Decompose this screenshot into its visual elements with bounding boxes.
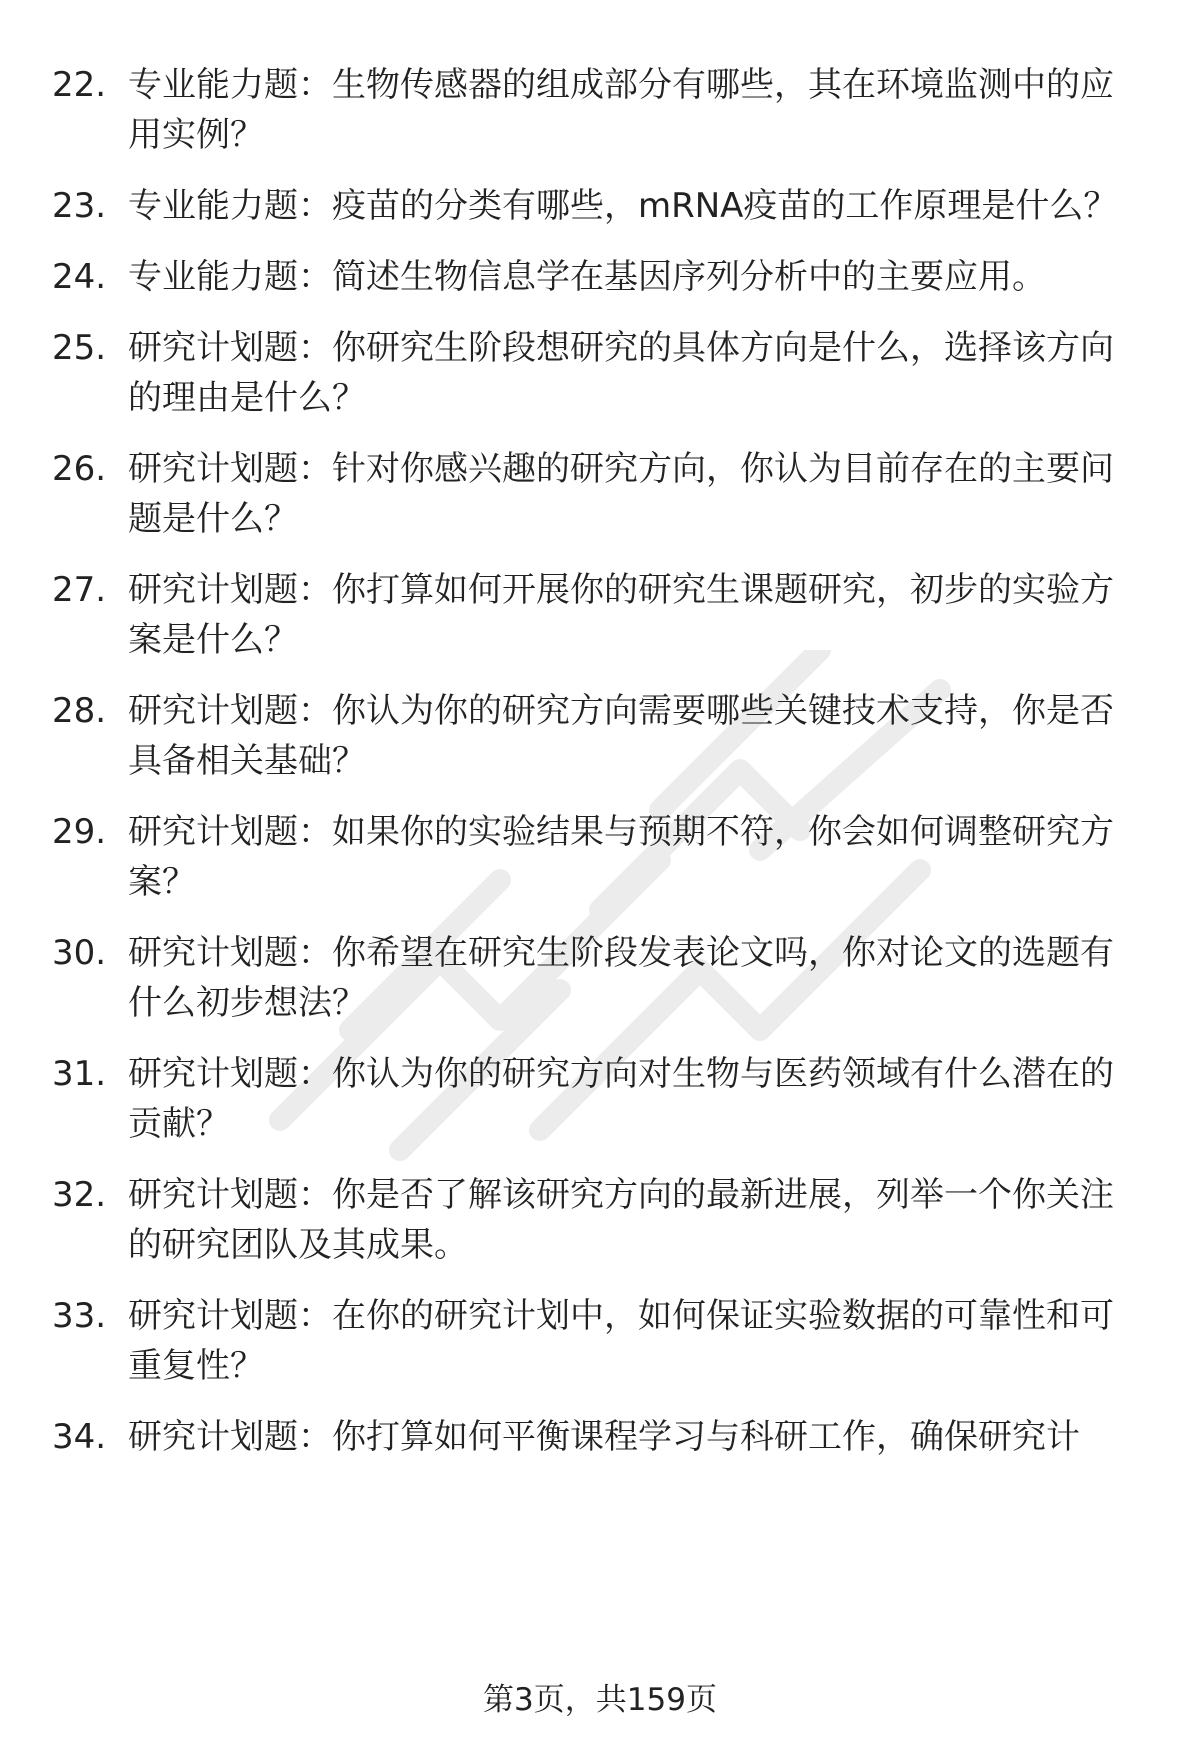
list-item (52, 323, 1142, 423)
question-number: 29. (52, 812, 107, 852)
question-text: 研究计划题：在你的研究计划中，如何保证实验数据的可靠性和可重复性？ (128, 1296, 1114, 1386)
list-item (52, 181, 1142, 231)
question-text: 专业能力题：简述生物信息学在基因序列分析中的主要应用。 (128, 257, 1046, 297)
list-item (52, 686, 1142, 786)
question-number: 25. (52, 328, 107, 368)
list-item (52, 1170, 1142, 1270)
list-item (52, 60, 1142, 160)
question-number: 27. (52, 570, 107, 610)
question-text: 研究计划题：你认为你的研究方向对生物与医药领域有什么潜在的贡献？ (128, 1054, 1114, 1144)
question-number: 30. (52, 933, 107, 973)
question-text: 专业能力题：生物传感器的组成部分有哪些，其在环境监测中的应用实例？ (128, 65, 1114, 155)
list-item (52, 807, 1142, 907)
list-item (52, 1291, 1142, 1391)
list-item (52, 565, 1142, 665)
question-number: 31. (52, 1054, 107, 1094)
list-item (52, 1049, 1142, 1149)
question-text: 研究计划题：你认为你的研究方向需要哪些关键技术支持，你是否具备相关基础？ (128, 691, 1114, 781)
list-item (52, 1412, 1142, 1462)
question-text: 研究计划题：你研究生阶段想研究的具体方向是什么，选择该方向的理由是什么？ (128, 328, 1114, 418)
question-number: 22. (52, 65, 107, 105)
question-number: 26. (52, 449, 107, 489)
list-item (52, 444, 1142, 544)
question-text: 研究计划题：针对你感兴趣的研究方向，你认为目前存在的主要问题是什么？ (128, 449, 1114, 539)
question-number: 34. (52, 1417, 107, 1457)
page-number: 第3页，共159页 (483, 1682, 717, 1718)
question-text: 研究计划题：你打算如何平衡课程学习与科研工作，确保研究计 (128, 1417, 1080, 1457)
question-number: 28. (52, 691, 107, 731)
question-text: 研究计划题：如果你的实验结果与预期不符，你会如何调整研究方案？ (128, 812, 1114, 902)
list-item (52, 928, 1142, 1028)
list-item (52, 252, 1142, 302)
question-text: 专业能力题：疫苗的分类有哪些，mRNA疫苗的工作原理是什么？ (128, 186, 1118, 226)
question-number: 32. (52, 1175, 107, 1215)
question-list (52, 60, 1142, 1483)
question-number: 23. (52, 186, 107, 226)
question-text: 研究计划题：你是否了解该研究方向的最新进展，列举一个你关注的研究团队及其成果。 (128, 1175, 1114, 1265)
question-number: 33. (52, 1296, 107, 1336)
question-number: 24. (52, 257, 107, 297)
question-text: 研究计划题：你打算如何开展你的研究生课题研究，初步的实验方案是什么？ (128, 570, 1114, 660)
question-text: 研究计划题：你希望在研究生阶段发表论文吗，你对论文的选题有什么初步想法？ (128, 933, 1114, 1023)
